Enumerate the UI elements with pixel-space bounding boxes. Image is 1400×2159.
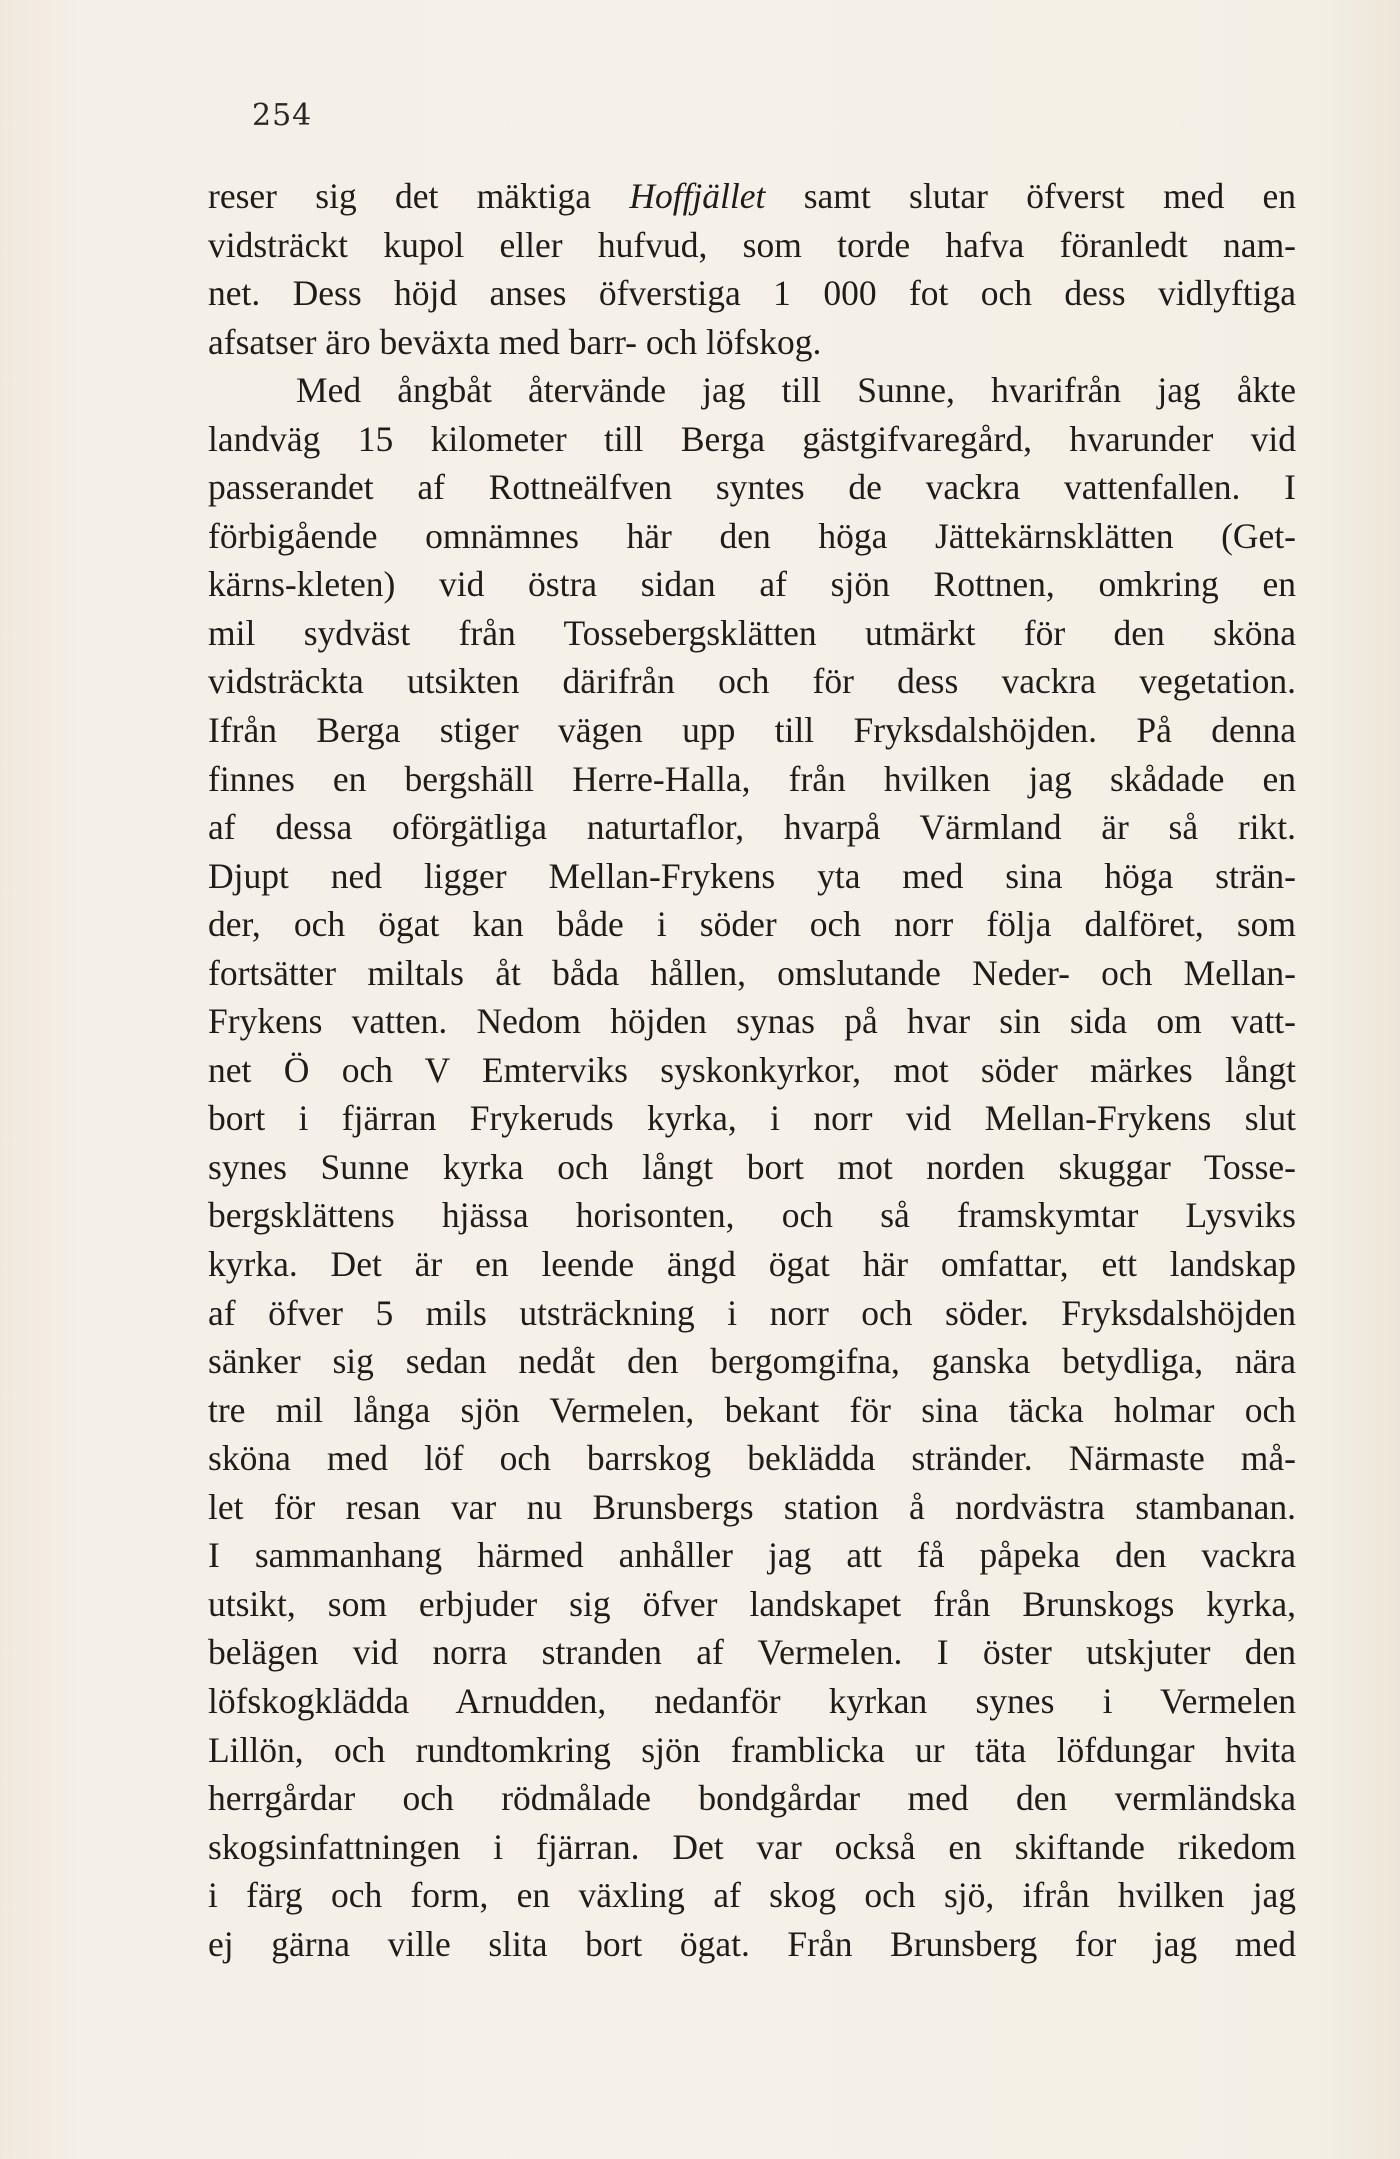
text-line: af öfver 5 mils utsträckning i norr och söder. Fryksdalshöjden bbox=[208, 1292, 1296, 1333]
text-line: sköna med löf och barrskog beklädda stränder. Närmaste må- bbox=[208, 1438, 1296, 1479]
text-line: vidsträckta utsikten därifrån och för dess vackra vegetation. bbox=[208, 661, 1296, 702]
text-line: bort i fjärran Frykeruds kyrka, i norr vid Mellan-Frykens slut bbox=[208, 1098, 1296, 1139]
text-line: mil sydväst från Tossebergsklätten utmärkt för den sköna bbox=[208, 612, 1296, 653]
text-line: ej gärna ville slita bort ögat. Från Brunsberg for jag med bbox=[208, 1923, 1296, 1964]
text-line: net. Dess höjd anses öfverstiga 1 000 fot och dess vidlyftiga bbox=[208, 273, 1296, 314]
text-line: löfskogklädda Arnudden, nedanför kyrkan synes i Vermelen bbox=[208, 1680, 1296, 1721]
text-line: I sammanhang härmed anhåller jag att få påpeka den vackra bbox=[208, 1535, 1296, 1576]
text-line: bergsklättens hjässa horisonten, och så framskymtar Lysviks bbox=[208, 1195, 1296, 1236]
paragraph-first-line: Med ångbåt återvände jag till Sunne, hvarifrån jag åkte bbox=[296, 370, 1296, 411]
body-text bbox=[208, 172, 1296, 1968]
text-line: kärns-kleten) vid östra sidan af sjön Rottnen, omkring en bbox=[208, 564, 1296, 605]
text-line: passerandet af Rottneälfven syntes de vackra vattenfallen. I bbox=[208, 467, 1296, 508]
text-line: Frykens vatten. Nedom höjden synas på hvar sin sida om vatt- bbox=[208, 1001, 1296, 1042]
text-segment: samt slutar öfverst med en bbox=[765, 176, 1296, 216]
text-line: Lillön, och rundtomkring sjön framblicka ur täta löfdungar hvita bbox=[208, 1729, 1296, 1770]
text-line: i färg och form, en växling af skog och sjö, ifrån hvilken jag bbox=[208, 1875, 1296, 1916]
text-line bbox=[208, 172, 1296, 221]
text-line: synes Sunne kyrka och långt bort mot norden skuggar Tosse- bbox=[208, 1146, 1296, 1187]
italic-place-name: Hoffjället bbox=[629, 176, 766, 216]
text-line: Djupt ned ligger Mellan-Frykens yta med sina höga strän- bbox=[208, 855, 1296, 896]
text-line: af dessa oförgätliga naturtaflor, hvarpå Värmland är så rikt. bbox=[208, 807, 1296, 848]
text-line: förbigående omnämnes här den höga Jättekärnsklätten (Get- bbox=[208, 515, 1296, 556]
text-line: finnes en bergshäll Herre-Halla, från hvilken jag skådade en bbox=[208, 758, 1296, 799]
text-line: utsikt, som erbjuder sig öfver landskapet från Brunskogs kyrka, bbox=[208, 1583, 1296, 1624]
text-line: herrgårdar och rödmålade bondgårdar med den vermländska bbox=[208, 1778, 1296, 1819]
text-line: let för resan var nu Brunsbergs station å nordvästra stambanan. bbox=[208, 1486, 1296, 1527]
text-line: tre mil långa sjön Vermelen, bekant för sina täcka holmar och bbox=[208, 1389, 1296, 1430]
text-line: fortsätter miltals åt båda hållen, omslutande Neder- och Mellan- bbox=[208, 952, 1296, 993]
text-line: landväg 15 kilometer till Berga gästgifvaregård, hvarunder vid bbox=[208, 418, 1296, 459]
text-line: net Ö och V Emterviks syskonkyrkor, mot söder märkes långt bbox=[208, 1049, 1296, 1090]
page-number: 254 bbox=[252, 98, 313, 133]
text-line: afsatser äro beväxta med barr- och löfskog. bbox=[208, 321, 822, 362]
text-segment: reser sig det mäktiga bbox=[208, 176, 630, 216]
text-line: sänker sig sedan nedåt den bergomgifna, ganska betydliga, nära bbox=[208, 1341, 1296, 1382]
text-line: Ifrån Berga stiger vägen upp till Fryksdalshöjden. På denna bbox=[208, 710, 1296, 751]
text-line: der, och ögat kan både i söder och norr följa dalföret, som bbox=[208, 904, 1296, 945]
text-line: kyrka. Det är en leende ängd ögat här omfattar, ett landskap bbox=[208, 1244, 1296, 1285]
text-line: vidsträckt kupol eller hufvud, som torde hafva föranledt nam- bbox=[208, 224, 1296, 265]
text-line: skogsinfattningen i fjärran. Det var också en skiftande rikedom bbox=[208, 1826, 1296, 1867]
text-line: belägen vid norra stranden af Vermelen. I öster utskjuter den bbox=[208, 1632, 1296, 1673]
